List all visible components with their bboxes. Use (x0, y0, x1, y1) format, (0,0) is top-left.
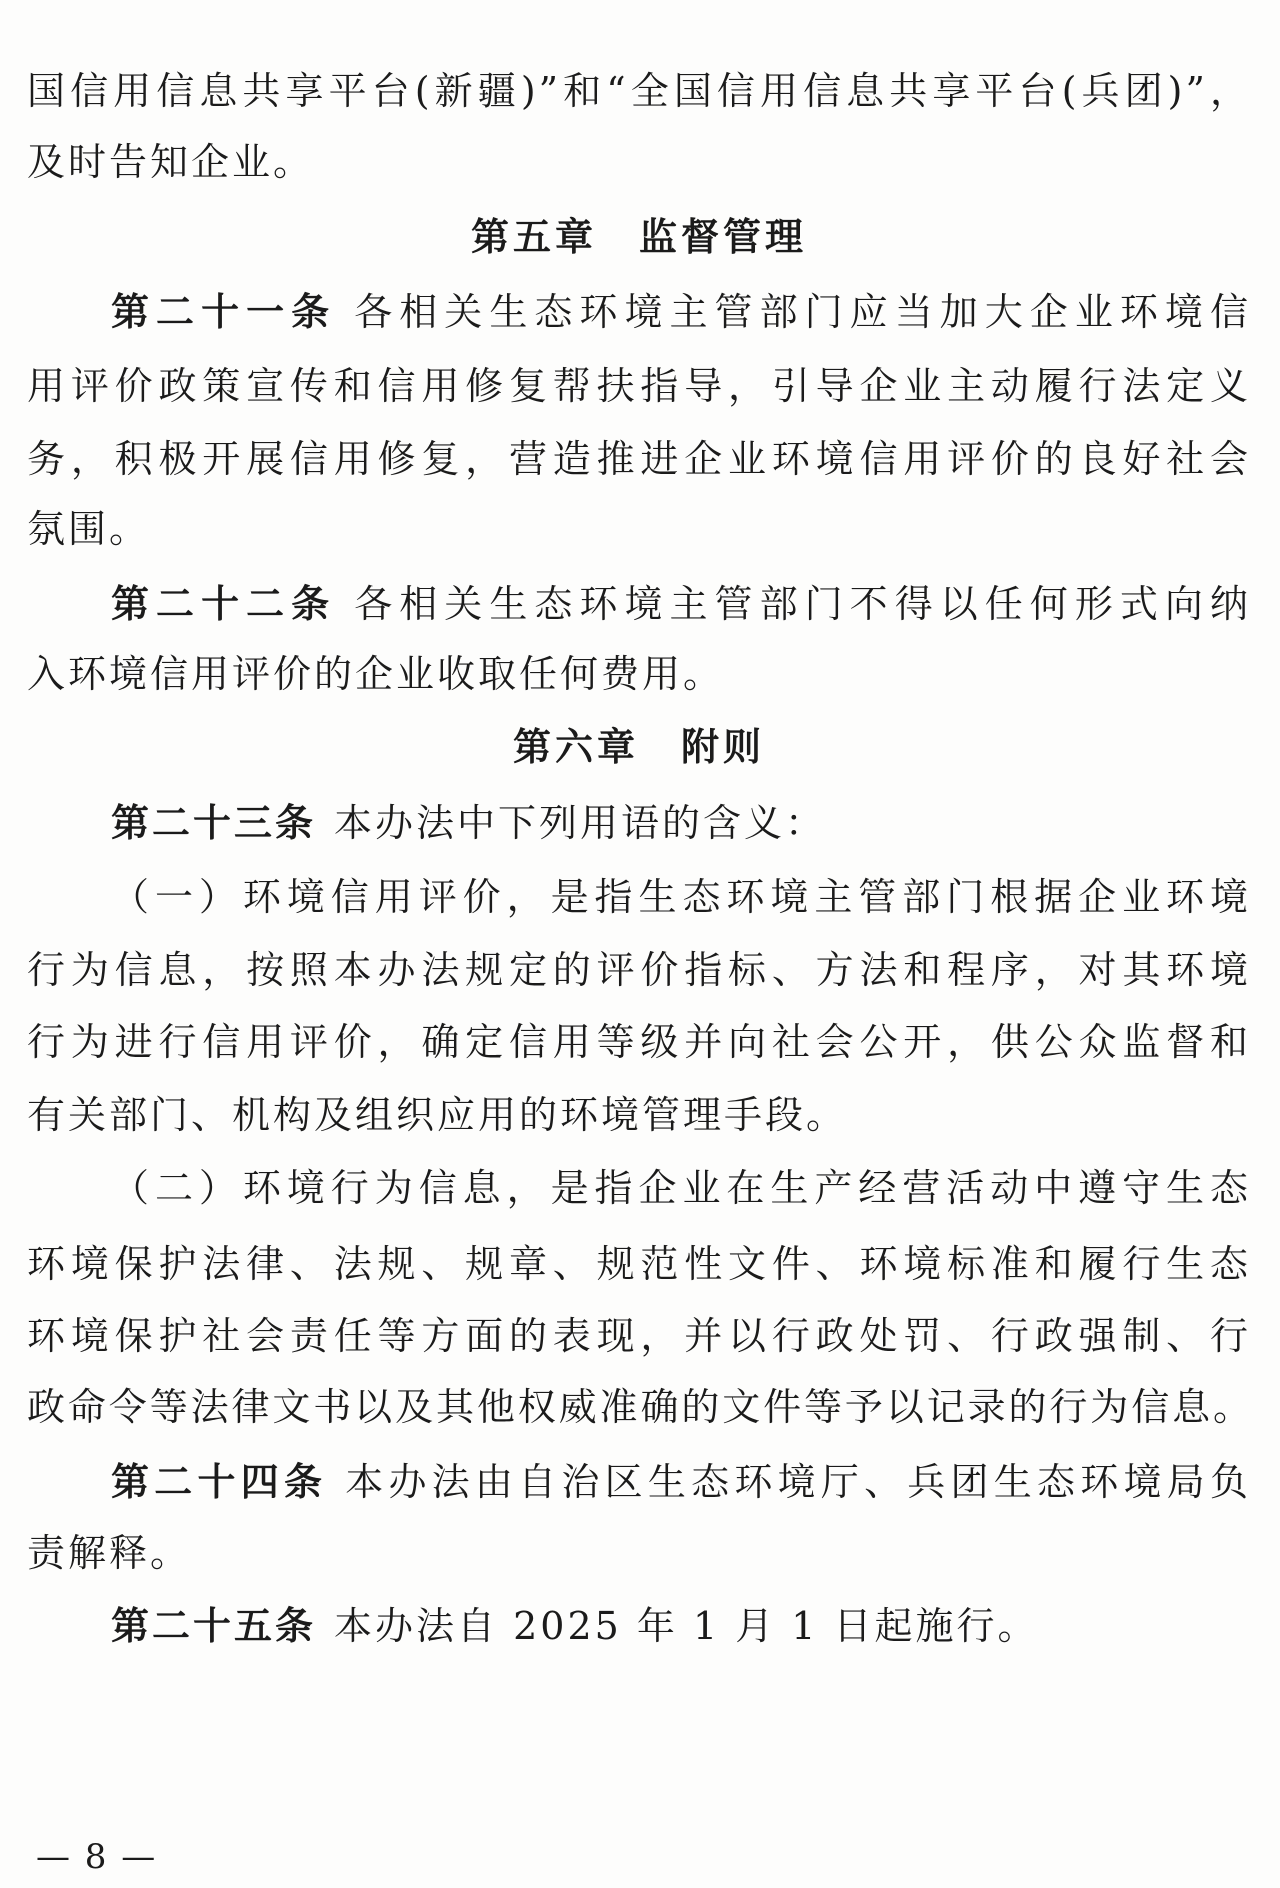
article-25-line (27, 1601, 1251, 1651)
article-21-text: 各相关生态环境主管部门应当加大企业环境信 (354, 290, 1251, 334)
intro-line: 国信用信息共享平台(新疆)”和“全国信用信息共享平台(兵团)”， (27, 69, 1251, 113)
intro-line: 及时告知企业。 (27, 140, 315, 184)
article-22-text: 各相关生态环境主管部门不得以任何形式向纳 (354, 582, 1251, 626)
article-25-label: 第二十五条 (111, 1604, 317, 1648)
chapter-5-heading: 第五章 监督管理 (470, 215, 807, 259)
article-23-label: 第二十三条 (111, 801, 317, 845)
article-21-line: 用评价政策宣传和信用修复帮扶指导，引导企业主动履行法定义 (27, 364, 1251, 408)
article-21-line (27, 287, 1251, 337)
article-24-line (27, 1457, 1251, 1507)
definition-1-line: 有关部门、机构及组织应用的环境管理手段。 (27, 1093, 848, 1137)
page-number: — 8 — (36, 1837, 158, 1877)
article-22-line: 入环境信用评价的企业收取任何费用。 (27, 652, 725, 696)
article-23-line (27, 798, 1251, 848)
article-21-line: 务，积极开展信用修复，营造推进企业环境信用评价的良好社会 (27, 437, 1251, 481)
article-21-label: 第二十一条 (111, 290, 337, 334)
article-22-label: 第二十二条 (111, 582, 337, 626)
definition-1-line: （一）环境信用评价，是指生态环境主管部门根据企业环境 (111, 875, 1251, 919)
definition-2-line: 政命令等法律文书以及其他权威准确的文件等予以记录的行为信息。 (27, 1385, 1251, 1429)
definition-2-line: 环境保护法律、法规、规章、规范性文件、环境标准和履行生态 (27, 1242, 1251, 1286)
article-24-line: 责解释。 (27, 1531, 192, 1575)
article-23-text: 本办法中下列用语的含义： (334, 801, 827, 845)
definition-2-line: （二）环境行为信息，是指企业在生产经营活动中遵守生态 (111, 1166, 1251, 1210)
article-24-label: 第二十四条 (111, 1460, 328, 1504)
article-22-line (27, 579, 1251, 629)
definition-2-line: 环境保护社会责任等方面的表现，并以行政处罚、行政强制、行 (27, 1314, 1251, 1358)
article-25-text: 本办法自 2025 年 1 月 1 日起施行。 (334, 1604, 1039, 1648)
article-21-line: 氛围。 (27, 507, 151, 551)
chapter-6-heading: 第六章 附则 (512, 725, 765, 769)
article-24-text: 本办法由自治区生态环境厅、兵团生态环境局负 (345, 1460, 1251, 1504)
definition-1-line: 行为信息，按照本办法规定的评价指标、方法和程序，对其环境 (27, 948, 1251, 992)
definition-1-line: 行为进行信用评价，确定信用等级并向社会公开，供公众监督和 (27, 1020, 1251, 1064)
